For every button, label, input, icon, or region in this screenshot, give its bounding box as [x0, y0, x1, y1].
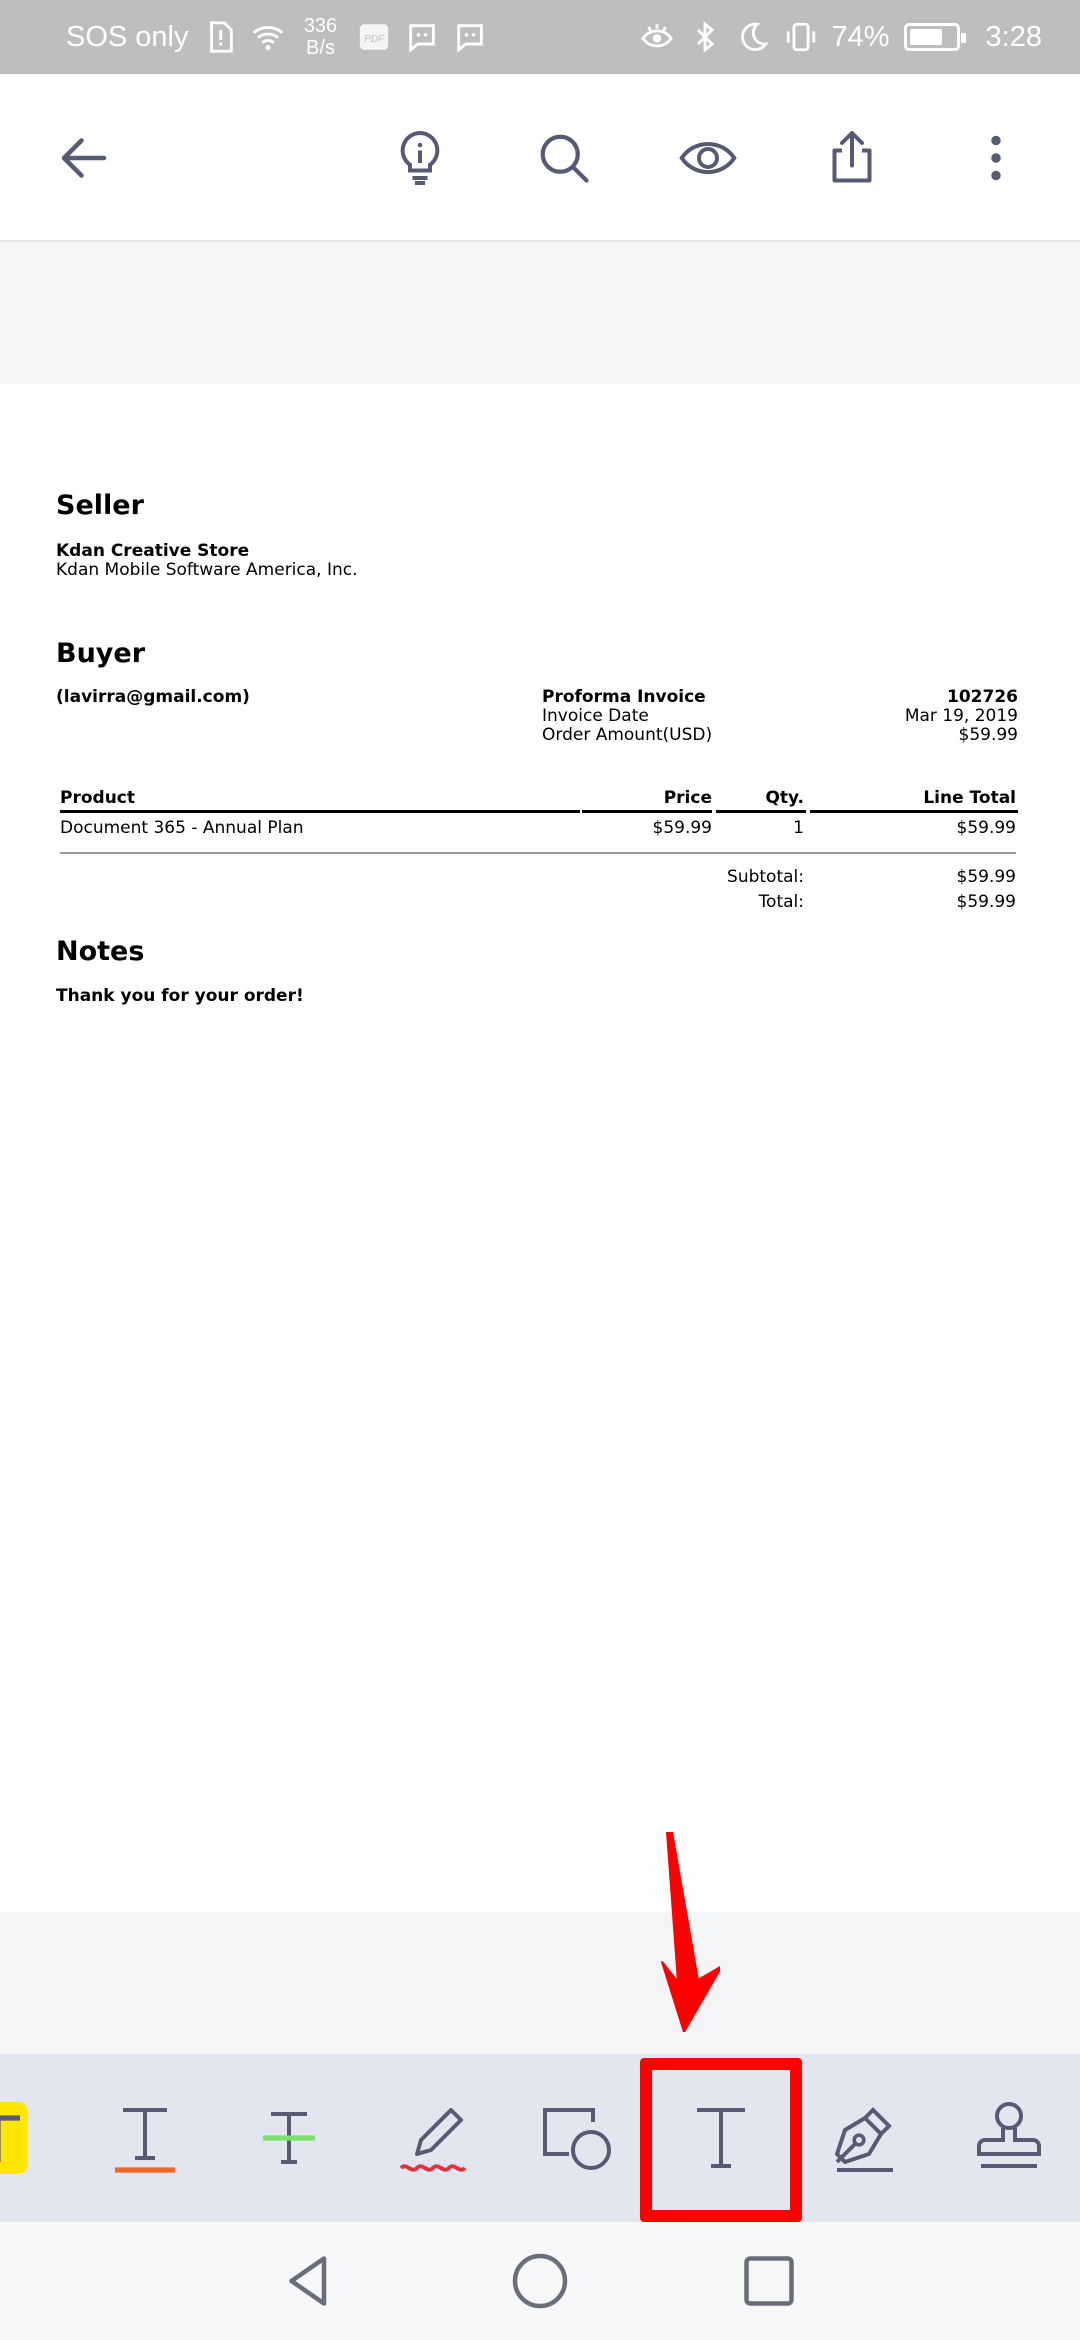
clock: 3:28	[985, 20, 1042, 53]
row-qty: 1	[793, 818, 804, 838]
shape-tool[interactable]	[529, 2090, 625, 2186]
battery-percent: 74%	[831, 20, 890, 53]
highlight-text-icon	[0, 2098, 32, 2178]
underline-tool[interactable]	[97, 2090, 193, 2186]
carrier-label: SOS only	[66, 20, 189, 53]
total-value: $59.99	[956, 892, 1016, 912]
col-header-product: Product	[60, 788, 135, 808]
highlight-tool[interactable]	[0, 2090, 32, 2186]
seller-name: Kdan Creative Store	[56, 541, 250, 561]
page-gap	[0, 244, 1080, 384]
alert-sim-icon	[203, 20, 237, 54]
system-nav-bar	[0, 2222, 1080, 2340]
notes-heading: Notes	[56, 936, 145, 967]
back-arrow-icon	[54, 128, 114, 188]
back-triangle-icon	[279, 2251, 339, 2311]
share-button[interactable]	[820, 126, 884, 190]
header-rule	[716, 810, 806, 813]
net-speed-value: 336	[303, 15, 338, 37]
buyer-email: (lavirra@gmail.com)	[56, 687, 250, 707]
document-page[interactable]	[0, 384, 1080, 1912]
strikeout-tool[interactable]	[241, 2090, 337, 2186]
strikeout-text-icon	[249, 2098, 329, 2178]
search-button[interactable]	[532, 126, 596, 190]
order-amount: $59.99	[958, 725, 1018, 745]
stamp-tool[interactable]	[961, 2090, 1057, 2186]
top-toolbar	[0, 74, 1080, 242]
signature-icon	[825, 2098, 905, 2178]
annotation-toolbar	[0, 2054, 1080, 2222]
status-bar	[0, 0, 1080, 74]
invoice-number: 102726	[947, 687, 1018, 707]
recents-square-icon	[739, 2251, 799, 2311]
eye-care-icon	[640, 20, 674, 54]
back-button[interactable]	[52, 126, 116, 190]
lightbulb-icon	[390, 128, 450, 188]
order-amount-label: Order Amount(USD)	[542, 725, 713, 745]
svg-text:PDF: PDF	[363, 33, 384, 45]
buyer-heading: Buyer	[56, 638, 146, 669]
nav-home-button[interactable]	[509, 2250, 571, 2312]
nav-recents-button[interactable]	[738, 2250, 800, 2312]
notes-text: Thank you for your order!	[56, 986, 304, 1006]
row-rule	[60, 852, 1016, 854]
signature-tool[interactable]	[817, 2090, 913, 2186]
row-product: Document 365 - Annual Plan	[60, 818, 304, 838]
nav-back-button[interactable]	[278, 2250, 340, 2312]
hint-button[interactable]	[388, 126, 452, 190]
callout-arrow-icon	[640, 1832, 720, 2032]
seller-heading: Seller	[56, 490, 144, 521]
wifi-icon	[251, 20, 285, 54]
underline-text-icon	[105, 2098, 185, 2178]
invoice-date: Mar 19, 2019	[904, 706, 1018, 726]
battery-icon	[904, 23, 960, 51]
invoice-date-label: Invoice Date	[542, 706, 649, 726]
callout-highlight-box	[640, 2058, 802, 2222]
battery-level	[910, 29, 943, 45]
more-options-button[interactable]	[964, 126, 1028, 190]
stamp-icon	[969, 2098, 1049, 2178]
header-rule	[810, 810, 1018, 813]
row-line-total: $59.99	[956, 818, 1016, 838]
bluetooth-icon	[688, 20, 722, 54]
invoice-label: Proforma Invoice	[542, 687, 706, 707]
page-gap	[0, 1912, 1080, 2054]
col-header-price: Price	[663, 788, 712, 808]
message-icon	[453, 20, 487, 54]
subtotal-value: $59.99	[956, 867, 1016, 887]
home-circle-icon	[510, 2251, 570, 2311]
header-rule	[582, 810, 712, 813]
more-vert-icon	[966, 128, 1026, 188]
search-icon	[534, 128, 594, 188]
col-header-qty: Qty.	[765, 788, 804, 808]
total-label: Total:	[758, 892, 804, 912]
net-speed-unit: B/s	[306, 37, 335, 59]
eye-icon	[678, 128, 738, 188]
subtotal-label: Subtotal:	[727, 867, 804, 887]
share-icon	[822, 128, 882, 188]
pen-tool[interactable]	[385, 2090, 481, 2186]
col-header-line-total: Line Total	[923, 788, 1016, 808]
freehand-pen-icon	[393, 2098, 473, 2178]
header-rule	[60, 810, 580, 813]
net-speed	[299, 15, 343, 59]
row-price: $59.99	[652, 818, 712, 838]
message-icon	[405, 20, 439, 54]
pdf-app-icon	[357, 20, 391, 54]
seller-company: Kdan Mobile Software America, Inc.	[56, 560, 358, 580]
view-mode-button[interactable]	[676, 126, 740, 190]
moon-icon	[736, 20, 770, 54]
vibrate-icon	[784, 20, 818, 54]
shape-icon	[537, 2098, 617, 2178]
